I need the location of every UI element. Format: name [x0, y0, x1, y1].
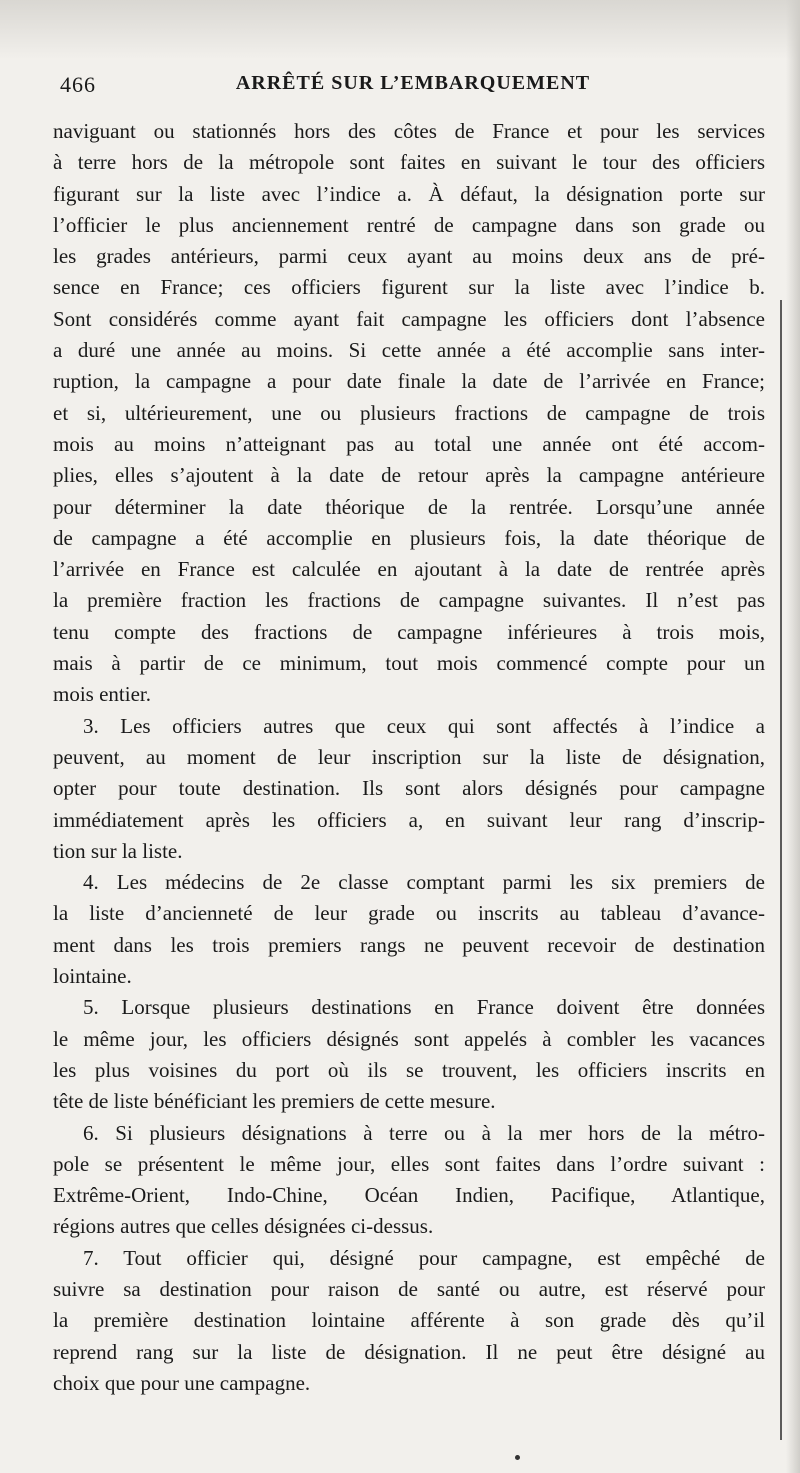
text-line: à terre hors de la métropole sont faites en suivant le tour des officiers	[53, 150, 765, 175]
running-title: ARRÊTÉ SUR L’EMBARQUEMENT	[235, 72, 591, 94]
ink-speck	[515, 1455, 520, 1460]
text-line: la première fraction les fractions de campagne suivantes. Il n’est pas	[53, 588, 765, 613]
paragraph-4-start: 4. Les médecins de 2e classe comptant parmi les six premiers de	[83, 870, 765, 895]
text-line: tête de liste bénéficiant les premiers de cette mesure.	[53, 1089, 496, 1114]
page-edge-shadow	[786, 0, 800, 1473]
text-line: Extrême-Orient, Indo-Chine, Océan Indien, Pacifique, Atlantique,	[53, 1183, 765, 1208]
text-line: tenu compte des fractions de campagne inférieures à trois mois,	[53, 619, 765, 644]
body-text	[53, 116, 765, 1399]
text-line: pour déterminer la date théorique de la rentrée. Lorsqu’une année	[53, 494, 765, 519]
text-line: sence en France; ces officiers figurent sur la liste avec l’indice b.	[53, 275, 765, 300]
text-line: immédiatement après les officiers a, en suivant leur rang d’inscrip-	[53, 807, 765, 832]
text-line: choix que pour une campagne.	[53, 1370, 311, 1395]
text-line: peuvent, au moment de leur inscription sur la liste de désignation,	[53, 744, 765, 769]
text-line: mois entier.	[53, 682, 151, 707]
paragraph-6-start: 6. Si plusieurs désignations à terre ou à la mer hors de la métro-	[83, 1120, 765, 1145]
page-number: 466	[60, 72, 96, 97]
text-line: ment dans les trois premiers rangs ne peuvent recevoir de destination	[53, 932, 765, 957]
page-header	[60, 72, 766, 106]
text-line: l’officier le plus anciennement rentré de campagne dans son grade ou	[53, 212, 765, 237]
text-line: les grades antérieurs, parmi ceux ayant au moins deux ans de pré-	[53, 244, 765, 269]
text-line: régions autres que celles désignées ci-dessus.	[53, 1214, 434, 1239]
text-line: plies, elles s’ajoutent à la date de retour après la campagne antérieure	[53, 463, 765, 488]
page-edge-line	[780, 300, 782, 1440]
text-line: pole se présentent le même jour, elles sont faites dans l’ordre suivant :	[53, 1151, 765, 1176]
text-line: suivre sa destination pour raison de santé ou autre, est réservé pour	[53, 1276, 765, 1301]
paragraph-5-start: 5. Lorsque plusieurs destinations en France doivent être données	[83, 995, 765, 1020]
text-line: lointaine.	[53, 964, 132, 989]
text-line: tion sur la liste.	[53, 838, 183, 863]
text-line: a duré une année au moins. Si cette année a été accomplie sans inter-	[53, 338, 765, 363]
text-line: de campagne a été accomplie en plusieurs fois, la date théorique de	[53, 525, 765, 550]
text-line: mais à partir de ce minimum, tout mois commencé compte pour un	[53, 651, 765, 676]
text-line: mois au moins n’atteignant pas au total une année ont été accom-	[53, 431, 765, 456]
text-line: la liste d’ancienneté de leur grade ou inscrits au tableau d’avance-	[53, 901, 765, 926]
text-line: figurant sur la liste avec l’indice a. À défaut, la désignation porte sur	[53, 181, 765, 206]
text-line: et si, ultérieurement, une ou plusieurs fractions de campagne de trois	[53, 400, 765, 425]
paragraph-7-start: 7. Tout officier qui, désigné pour campagne, est empêché de	[83, 1245, 765, 1270]
text-line: Sont considérés comme ayant fait campagne les officiers dont l’absence	[53, 306, 765, 331]
text-line: le même jour, les officiers désignés sont appelés à combler les vacances	[53, 1026, 765, 1051]
text-line: l’arrivée en France est calculée en ajoutant à la date de rentrée après	[53, 557, 765, 582]
text-line: la première destination lointaine afférente à son grade dès qu’il	[53, 1308, 765, 1333]
text-line: reprend rang sur la liste de désignation. Il ne peut être désigné au	[53, 1339, 765, 1364]
scan-shadow	[0, 0, 800, 60]
paragraph-3-start: 3. Les officiers autres que ceux qui sont affectés à l’indice a	[83, 713, 765, 738]
text-line: naviguant ou stationnés hors des côtes de France et pour les services	[53, 119, 765, 143]
text-line: les plus voisines du port où ils se trouvent, les officiers inscrits en	[53, 1057, 765, 1082]
text-line: ruption, la campagne a pour date finale la date de l’arrivée en France;	[53, 369, 765, 394]
text-line: opter pour toute destination. Ils sont alors désignés pour campagne	[53, 776, 765, 801]
